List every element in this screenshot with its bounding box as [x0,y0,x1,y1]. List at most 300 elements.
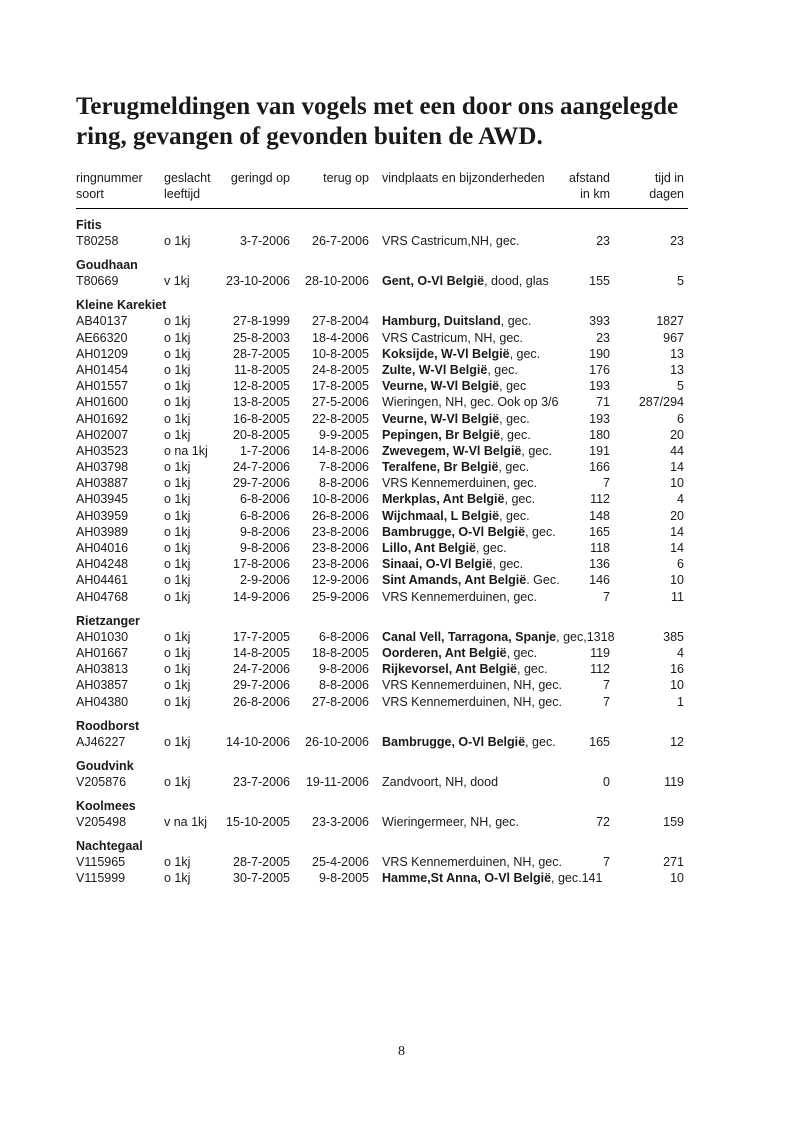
distance-km: 193 [589,379,610,394]
time-days: 967 [663,330,684,345]
ring-number: AH04768 [76,589,129,604]
find-place-details: , gec. [500,314,532,329]
find-place-details: VRS Castricum,NH, gec. [382,234,520,248]
sex-age: o 1kj [164,855,191,870]
ringed-date: 26-8-2006 [233,694,290,709]
time-days: 1827 [656,314,684,329]
recovery-date: 23-3-2006 [312,815,369,830]
ring-number: AH03523 [76,443,129,458]
species-group [76,838,688,886]
find-place [382,362,518,378]
time-days: 271 [663,855,684,870]
ring-number: V115999 [76,871,126,886]
find-place-location: Rijkevorsel, Ant België [382,662,517,677]
sex-age: o 1kj [164,694,191,709]
find-place-details: , gec. [492,557,524,572]
ringed-date: 3-7-2006 [239,234,290,248]
table-row [76,427,688,443]
find-place-details: VRS Kennemerduinen, NH, gec. [382,855,562,870]
sex-age: o 1kj [164,541,191,555]
recovery-date: 12-9-2006 [312,573,369,588]
time-days: 385 [663,629,684,644]
sex-age: o 1kj [164,346,191,361]
time-days: 14 [670,524,684,539]
table-row [76,854,688,870]
find-place-location: Merkplas, Ant België [382,492,505,507]
find-place [382,313,531,329]
find-place-details: , gec. [500,427,531,442]
find-place-details: VRS Kennemerduinen, gec. [382,589,537,604]
distance-km: 155 [589,274,610,289]
ringed-date: 14-10-2006 [226,734,290,749]
recovery-date: 6-8-2006 [318,629,369,644]
find-place [382,629,615,645]
table-body [76,217,688,887]
ring-number: AH01030 [76,629,129,644]
recovery-date: 26-8-2006 [312,508,369,523]
find-place-location: Hamburg, Duitsland [382,314,501,329]
sex-age: o 1kj [164,395,191,410]
ring-number: AH03857 [76,678,129,693]
ring-number: AH03887 [76,476,129,491]
sex-age: v na 1kj [164,815,208,830]
time-days: 14 [670,460,684,475]
find-place-details: , gec.141 [551,871,603,886]
recovery-date: 8-8-2006 [318,678,369,693]
ring-number: AB40137 [76,314,128,329]
species-group [76,217,688,249]
distance-km: 180 [589,427,610,442]
sex-age: o 1kj [164,492,191,507]
header-vindplaats: vindplaats en bijzonderheden [382,171,545,185]
ring-number: AH02007 [76,427,129,442]
recovery-date: 28-10-2006 [305,274,369,289]
time-days: 20 [670,427,684,442]
ring-number: AH01454 [76,362,129,377]
find-place-details: VRS Kennemerduinen, gec. [382,476,537,491]
recovery-date: 9-8-2006 [318,662,369,677]
recovery-date: 9-9-2005 [318,427,369,442]
time-days: 6 [677,411,684,426]
recovery-date: 7-8-2006 [318,460,369,475]
find-place-location: Hamme,St Anna, O-Vl België [382,871,552,886]
time-days: 10 [670,678,684,693]
find-place-location: Canal Vell, Tarragona, Spanje [382,629,557,644]
species-name: Goudhaan [76,258,138,273]
table-row [76,524,688,540]
distance-km: 165 [589,524,610,539]
find-place-details: , gec. [517,662,548,677]
ringed-date: 20-8-2005 [233,427,290,442]
ringed-date: 11-8-2005 [233,362,290,377]
find-place [382,427,531,443]
sex-age: o 1kj [164,330,191,345]
time-days: 287/294 [638,395,684,410]
ringed-date: 6-8-2006 [239,508,290,523]
find-place [382,694,562,710]
ringed-date: 13-8-2005 [233,395,290,410]
table-row [76,378,688,394]
find-place [382,870,602,886]
distance-km: 165 [589,734,610,749]
find-place [382,814,519,830]
species-name: Fitis [76,218,102,232]
sex-age: o 1kj [164,645,191,660]
sex-age: o 1kj [164,234,191,248]
find-place-details: , gec. [506,645,538,660]
find-place [382,661,548,677]
species-name: Koolmees [76,799,136,814]
find-place [382,330,523,346]
ringed-date: 23-10-2006 [226,274,290,289]
species-name: Kleine Karekiet [76,298,167,313]
find-place [382,677,562,693]
header-terug-op: terug op [323,171,369,185]
sex-age: o 1kj [164,379,191,394]
recovery-date: 18-4-2006 [312,330,369,345]
find-place [382,774,498,790]
time-days: 10 [670,573,684,588]
find-place [382,734,556,750]
time-days: 23 [670,234,684,248]
ring-number: T80258 [76,234,119,248]
recovery-date: 27-8-2004 [312,314,369,329]
sex-age: o 1kj [164,460,191,475]
ring-number: AJ46227 [76,734,126,749]
table-row [76,475,688,491]
distance-km: 112 [590,492,610,507]
find-place-details: , gec. [499,508,530,523]
table-row [76,645,688,661]
distance-km: 118 [590,541,610,555]
find-place [382,459,529,475]
find-place-location: Zwevegem, W-Vl België [382,443,522,458]
time-days: 159 [663,815,684,830]
find-place [382,491,535,507]
find-place-location: Koksijde, W-Vl België [382,346,510,361]
sex-age: v 1kj [164,274,190,289]
table-row [76,443,688,459]
ringed-date: 17-7-2005 [233,629,290,644]
ringed-date: 14-9-2006 [233,589,290,604]
header-ringnummer: ringnummer soort [76,171,143,201]
find-place-location: Lillo, Ant België [382,541,476,555]
ring-number: V205498 [76,815,127,830]
distance-km: 0 [603,774,610,789]
table-row [76,556,688,572]
find-place [382,524,556,540]
find-place-details: . Gec. [526,573,560,588]
time-days: 4 [677,645,684,660]
distance-km: 146 [589,573,610,588]
ring-number: AH01209 [76,346,129,361]
sex-age: o 1kj [164,524,191,539]
find-place [382,645,537,661]
distance-km: 7 [603,589,610,604]
find-place-details: , gec [499,379,527,394]
species-name: Rietzanger [76,613,140,628]
recovery-date: 17-8-2005 [312,379,369,394]
find-place-location: Zulte, W-Vl België [382,362,488,377]
table-row [76,459,688,475]
sex-age: o 1kj [164,427,191,442]
recovery-date: 25-9-2006 [312,589,369,604]
ring-number: AH04461 [76,573,129,588]
find-place-details: Zandvoort, NH, dood [382,774,499,789]
table-row [76,233,688,249]
distance-km: 148 [589,508,610,523]
ring-number: AH03989 [76,524,129,539]
find-place-location: Teralfene, Br België [382,460,499,475]
find-place-details: , gec. [521,443,552,458]
ring-number: AH01667 [76,645,129,660]
ring-number: AE66320 [76,330,128,345]
table-header [76,170,688,209]
ringed-date: 6-8-2006 [239,492,290,507]
sex-age: o 1kj [164,314,191,329]
table-row [76,394,688,410]
ring-number: AH03959 [76,508,129,523]
find-place [382,854,562,870]
find-place-location: Oorderen, Ant België [382,645,507,660]
find-place [382,346,540,362]
time-days: 119 [664,774,684,789]
ring-number: AH03798 [76,460,129,475]
recovery-date: 25-4-2006 [312,855,369,870]
find-place-details: , gec. [504,492,536,507]
find-place-details: Wieringen, NH, gec. Ook op 3/6 [382,395,559,410]
sex-age: o 1kj [164,662,191,677]
ringed-date: 27-8-1999 [233,314,290,329]
time-days: 6 [677,557,684,572]
distance-km: 7 [603,855,610,870]
time-days: 10 [670,476,684,491]
time-days: 4 [677,492,684,507]
table-row [76,814,688,830]
distance-km: 7 [603,694,610,709]
table-row [76,774,688,790]
species-group [76,758,688,790]
distance-km: 166 [589,460,610,475]
sex-age: o 1kj [164,629,191,644]
distance-km: 23 [596,234,610,248]
find-place [382,572,560,588]
find-place-details: , gec,1318 [556,629,615,644]
ringed-date: 16-8-2005 [233,411,290,426]
distance-km: 393 [589,314,610,329]
ringed-date: 15-10-2005 [226,815,290,830]
distance-km: 7 [603,678,610,693]
find-place-details: , gec. [509,346,541,361]
page-title: Terugmeldingen van vogels met een door ons aangelegde ring, gevangen of gevonden buiten de AWD. [76,93,679,150]
find-place [382,394,558,410]
table-row [76,346,688,362]
time-days: 13 [670,362,684,377]
sex-age: o 1kj [164,362,191,377]
distance-km: 112 [590,662,610,677]
time-days: 11 [671,589,684,604]
find-place [382,475,537,491]
ringed-date: 28-7-2005 [233,855,290,870]
recovery-date: 8-8-2006 [318,476,369,491]
ring-number: AH01600 [76,395,129,410]
ring-number: V115965 [76,855,126,870]
find-place [382,233,520,249]
find-place-details: , gec. [525,524,556,539]
sex-age: o 1kj [164,589,191,604]
find-place [382,273,549,289]
find-place-location: Bambrugge, O-Vl België [382,524,526,539]
recovery-date: 9-8-2005 [318,871,369,886]
find-place-details: Wieringermeer, NH, gec. [382,815,519,830]
recovery-date: 14-8-2006 [312,443,369,458]
recovery-date: 22-8-2005 [312,411,369,426]
recovery-date: 26-7-2006 [312,234,369,248]
ringed-date: 14-8-2005 [233,645,290,660]
header-geslacht: geslacht leeftijd [164,171,211,201]
table-row [76,870,688,886]
table-row [76,330,688,346]
ringed-date: 17-8-2006 [233,557,290,572]
find-place [382,508,530,524]
species-group [76,798,688,830]
find-place-location: Veurne, W-Vl België [382,379,500,394]
recovery-date: 23-8-2006 [312,541,369,555]
table-row [76,661,688,677]
distance-km: 190 [589,346,610,361]
ringed-date: 24-7-2006 [233,460,290,475]
sex-age: o 1kj [164,476,191,491]
find-place-location: Sinaai, O-Vl België [382,557,493,572]
time-days: 12 [670,734,684,749]
table-row [76,734,688,750]
ring-number: AH04380 [76,694,129,709]
sex-age: o 1kj [164,774,191,789]
find-place-details: , gec. [487,362,518,377]
sex-age: o na 1kj [164,443,208,458]
recovery-date: 23-8-2006 [312,557,369,572]
table-row [76,362,688,378]
ring-number: AH03813 [76,662,129,677]
table-row [76,273,688,289]
ringed-date: 2-9-2006 [239,573,290,588]
ringed-date: 9-8-2006 [239,541,290,555]
time-days: 20 [670,508,684,523]
find-place-location: Wijchmaal, L België [382,508,500,523]
ringed-date: 23-7-2006 [233,774,290,789]
ringed-date: 30-7-2005 [233,871,290,886]
find-place [382,589,537,605]
recovery-date: 10-8-2006 [312,492,369,507]
sex-age: o 1kj [164,871,191,886]
table-row [76,491,688,507]
species-group [76,297,688,604]
find-place [382,540,507,556]
ringed-date: 1-7-2006 [239,443,290,458]
sex-age: o 1kj [164,508,191,523]
find-place-details: VRS Kennemerduinen, NH, gec. [382,694,562,709]
table-row [76,589,688,605]
find-place-location: Pepingen, Br België [382,427,501,442]
ring-number: T80669 [76,274,119,289]
find-place [382,443,552,459]
sex-age: o 1kj [164,411,191,426]
table-row [76,540,688,556]
species-name: Roodborst [76,718,140,733]
ring-number: AH03945 [76,492,129,507]
recovery-date: 18-8-2005 [312,645,369,660]
recovery-date: 24-8-2005 [312,362,369,377]
time-days: 13 [670,346,684,361]
table-row [76,572,688,588]
distance-km: 191 [589,443,610,458]
find-place-details: , dood, glas [484,274,549,289]
find-place-details: , gec. [499,411,530,426]
distance-km: 136 [589,557,610,572]
ring-number: AH01557 [76,379,129,394]
header-geringd-op: geringd op [230,171,290,185]
recovery-date: 10-8-2005 [312,346,369,361]
find-place-details: VRS Castricum, NH, gec. [382,330,524,345]
recovery-date: 27-8-2006 [312,694,369,709]
distance-km: 72 [596,815,610,830]
time-days: 14 [670,541,684,555]
recoveries-table [76,170,688,887]
find-place-location: Sint Amands, Ant België [382,573,527,588]
table-row [76,508,688,524]
recovery-date: 27-5-2006 [312,395,369,410]
ring-number: AH04016 [76,541,129,555]
table-row [76,694,688,710]
find-place-details: , gec. [525,734,556,749]
ringed-date: 25-8-2003 [233,330,290,345]
find-place [382,378,526,394]
species-name: Nachtegaal [76,839,143,854]
table-row [76,677,688,693]
ringed-date: 29-7-2006 [233,476,290,491]
ringed-date: 29-7-2006 [233,678,290,693]
species-group [76,257,688,289]
ring-number: V205876 [76,774,127,789]
time-days: 5 [677,274,684,289]
find-place-location: Gent, O-Vl België [382,274,485,289]
ring-number: AH04248 [76,557,129,572]
table-row [76,629,688,645]
species-name: Goudvink [76,758,134,773]
time-days: 44 [670,443,684,458]
recovery-date: 19-11-2006 [305,774,369,789]
header-tijd: tijd in dagen [649,171,684,201]
table-row [76,411,688,427]
species-group [76,718,688,750]
time-days: 5 [677,379,684,394]
recovery-date: 23-8-2006 [312,524,369,539]
page-number: 8 [398,1044,405,1059]
table-row [76,313,688,329]
time-days: 10 [670,871,684,886]
sex-age: o 1kj [164,573,191,588]
distance-km: 7 [603,476,610,491]
distance-km: 119 [590,645,610,660]
distance-km: 23 [596,330,610,345]
sex-age: o 1kj [164,557,191,572]
distance-km: 71 [596,395,610,410]
time-days: 16 [670,662,684,677]
recovery-date: 26-10-2006 [305,734,369,749]
find-place-details: , gec. [498,460,530,475]
ring-number: AH01692 [76,411,129,426]
distance-km: 193 [589,411,610,426]
